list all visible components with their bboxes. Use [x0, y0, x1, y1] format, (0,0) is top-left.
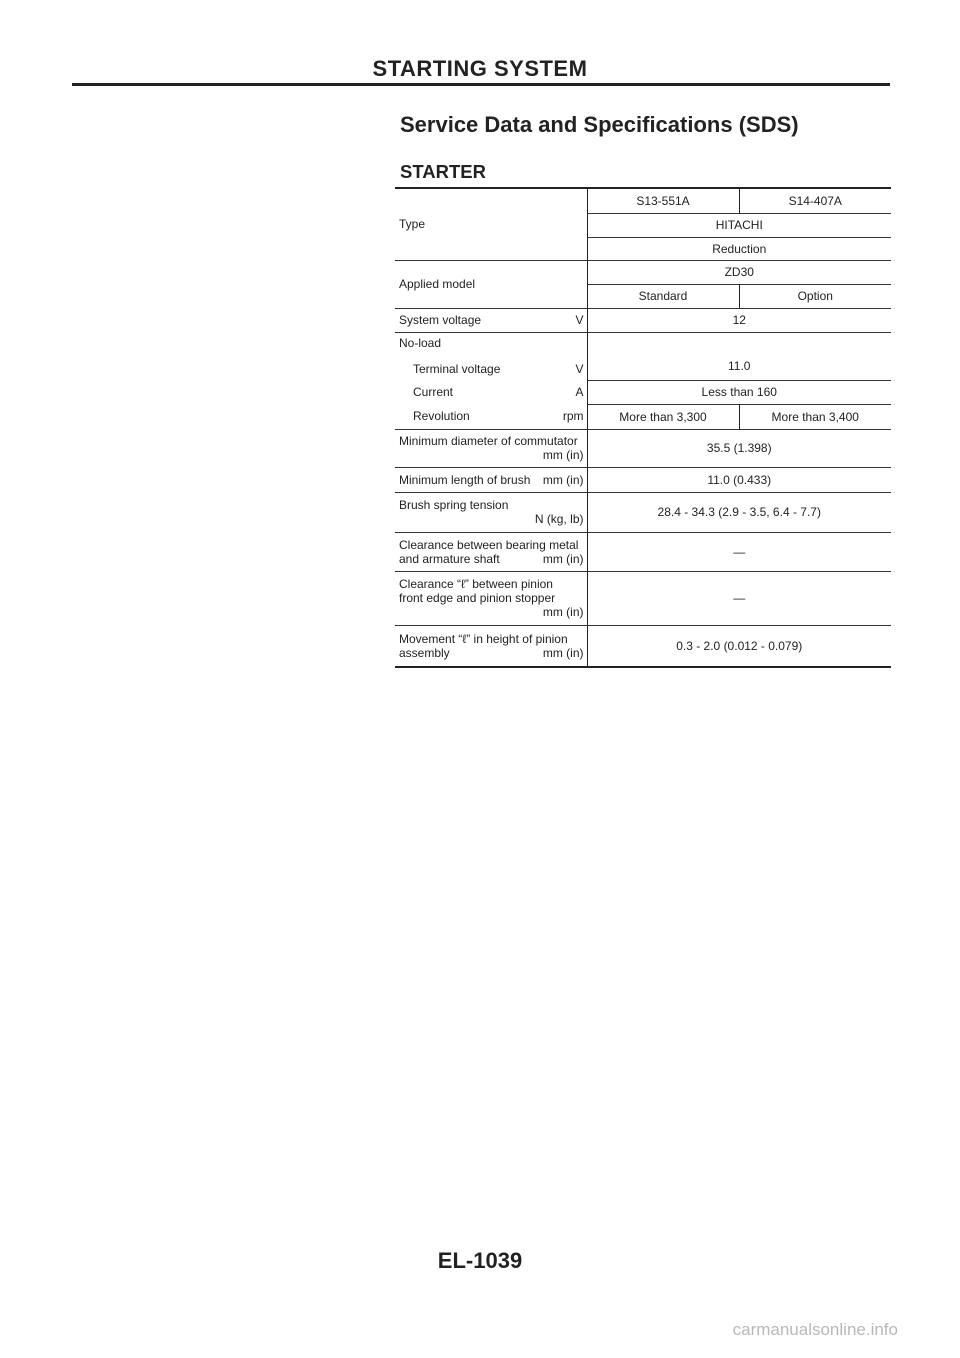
row-unit: A: [575, 385, 584, 399]
row-unit: mm (in): [542, 645, 584, 660]
table-row: [395, 429, 891, 467]
row-label: Current: [413, 385, 454, 399]
terminal-voltage-value: 11.0: [587, 332, 891, 380]
type-label: Type: [395, 188, 587, 260]
no-load-label: No-load: [399, 336, 442, 351]
row-unit: mm (in): [542, 472, 584, 487]
row-unit: V: [575, 362, 584, 377]
system-voltage-value: 12: [587, 308, 891, 332]
type-model-cell: S14-407A: [739, 188, 891, 213]
commutator-value: 35.5 (1.398): [587, 429, 891, 467]
starter-spec-table: [395, 187, 891, 668]
table-row: [395, 467, 891, 492]
row-label: Clearance between bearing metal: [399, 537, 579, 552]
revolution-value: More than 3,400: [739, 404, 891, 429]
section-heading: STARTER: [400, 161, 486, 182]
table-row: [395, 188, 891, 213]
commutator-label: [395, 429, 587, 467]
table-row: [395, 625, 891, 667]
starter-kind-cell: Reduction: [587, 237, 891, 260]
pinion-clearance-label: [395, 571, 587, 625]
table-row: [395, 332, 891, 380]
header-rule: [72, 83, 890, 86]
row-label: Minimum length of brush: [399, 472, 531, 487]
current-label: [395, 380, 587, 404]
table-row: [395, 492, 891, 532]
row-label: and armature shaft: [399, 551, 500, 566]
page-heading: Service Data and Specifications (SDS): [400, 112, 799, 137]
table-row: [395, 380, 891, 404]
row-unit: rpm: [562, 409, 584, 424]
revolution-label: [395, 404, 587, 429]
pinion-clearance-value: —: [587, 571, 891, 625]
row-unit: mm (in): [542, 605, 584, 619]
row-label: front edge and pinion stopper: [399, 591, 556, 605]
running-header: STARTING SYSTEM: [372, 56, 588, 81]
table-row: [395, 404, 891, 429]
row-label: Minimum diameter of commutator: [399, 434, 578, 448]
page-number: EL-1039: [437, 1248, 523, 1273]
brush-length-value: 11.0 (0.433): [587, 467, 891, 492]
brush-spring-label: [395, 492, 587, 532]
terminal-voltage-label: [395, 332, 587, 380]
manufacturer-cell: HITACHI: [587, 213, 891, 237]
engine-cell: ZD30: [587, 260, 891, 284]
revolution-value: More than 3,300: [587, 404, 739, 429]
pinion-movement-value: 0.3 - 2.0 (0.012 - 0.079): [587, 625, 891, 667]
brush-length-label: [395, 467, 587, 492]
type-model-cell: S13-551A: [587, 188, 739, 213]
watermark: carmanualsonline.info: [732, 1320, 898, 1339]
pinion-movement-label: [395, 625, 587, 667]
current-value: Less than 160: [587, 380, 891, 404]
system-voltage-label: [395, 308, 587, 332]
row-label: Clearance “ℓ” between pinion: [399, 577, 553, 591]
row-unit: N (kg, lb): [534, 512, 584, 526]
table-row: [395, 260, 891, 284]
bearing-clearance-value: —: [587, 532, 891, 571]
row-label: Movement “ℓ” in height of pinion: [399, 631, 568, 646]
row-label: assembly: [399, 645, 450, 660]
row-label: Brush spring tension: [399, 498, 509, 512]
row-label: Terminal voltage: [413, 362, 501, 377]
row-label: System voltage: [399, 313, 482, 327]
row-unit: mm (in): [542, 448, 584, 462]
table-row: [395, 308, 891, 332]
table-row: [395, 571, 891, 625]
applied-model-label: Applied model: [395, 260, 587, 308]
applied-variant-cell: Option: [739, 284, 891, 308]
applied-variant-cell: Standard: [587, 284, 739, 308]
bearing-clearance-label: [395, 532, 587, 571]
row-unit: V: [575, 313, 584, 327]
table-row: [395, 532, 891, 571]
brush-spring-value: 28.4 - 34.3 (2.9 - 3.5, 6.4 - 7.7): [587, 492, 891, 532]
row-unit: mm (in): [542, 551, 584, 566]
row-label: Revolution: [413, 409, 470, 424]
